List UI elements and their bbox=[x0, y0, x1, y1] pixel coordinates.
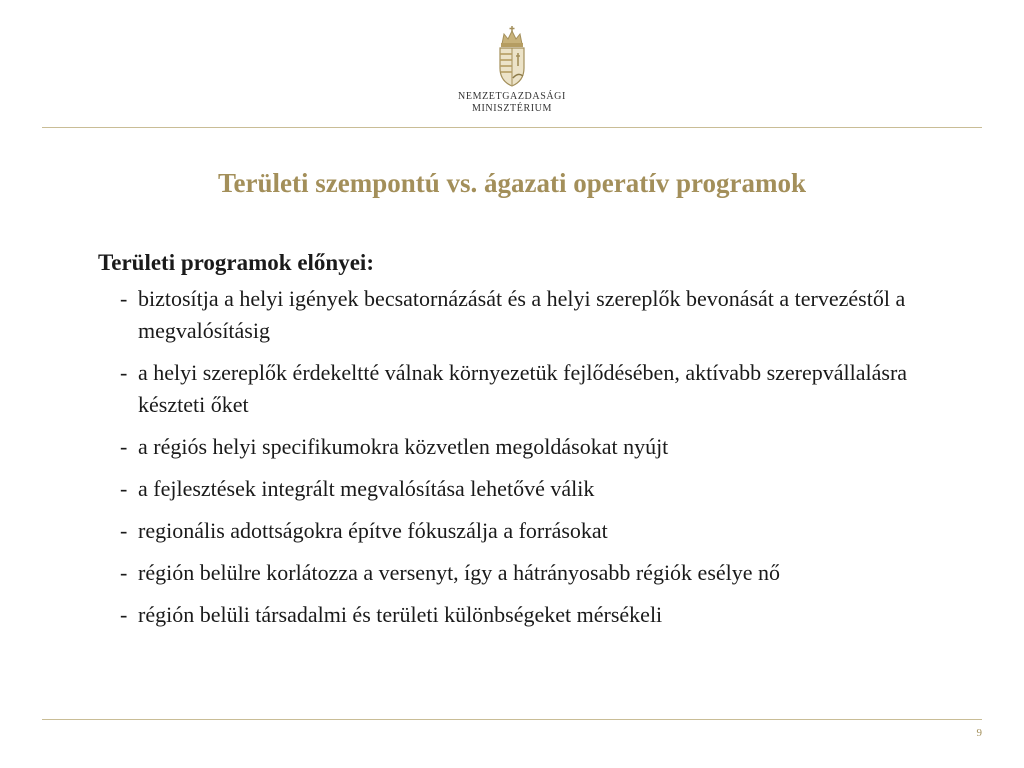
page-number: 9 bbox=[976, 727, 982, 739]
list-item-text: biztosítja a helyi igények becsatornázását és a helyi szereplők bevonását a tervezéstől a megvalósításig bbox=[138, 286, 906, 343]
slide-content bbox=[98, 247, 938, 641]
list-item-text: a fejlesztések integrált megvalósítása lehetővé válik bbox=[138, 476, 595, 501]
list-item-text: régión belüli társadalmi és területi különbségeket mérsékeli bbox=[138, 602, 663, 627]
list-item bbox=[98, 599, 938, 631]
bullet-marker: - bbox=[120, 286, 128, 311]
list-item bbox=[98, 557, 938, 589]
ministry-name bbox=[0, 91, 1024, 115]
footer-divider bbox=[42, 719, 982, 720]
ministry-name-line1: NEMZETGAZDASÁGI bbox=[458, 91, 566, 102]
section-heading: Területi programok előnyei: bbox=[98, 250, 374, 275]
hungarian-coat-of-arms-icon bbox=[494, 26, 530, 88]
list-item bbox=[98, 283, 938, 347]
list-item-text: a helyi szereplők érdekeltté válnak környezetük fejlődésében, aktívabb szerepvállalásra készteti őket bbox=[138, 360, 908, 417]
header-divider bbox=[42, 127, 982, 128]
list-item bbox=[98, 431, 938, 463]
list-item bbox=[98, 357, 938, 421]
bullet-marker: - bbox=[120, 602, 128, 627]
list-item bbox=[98, 473, 938, 505]
slide-title: Területi szempontú vs. ágazati operatív programok bbox=[218, 168, 806, 198]
bullet-marker: - bbox=[120, 476, 128, 501]
bullet-marker: - bbox=[120, 518, 128, 543]
bullet-marker: - bbox=[120, 434, 128, 459]
list-item-text: régión belülre korlátozza a versenyt, így a hátrányosabb régiók esélye nő bbox=[138, 560, 781, 585]
list-item bbox=[98, 515, 938, 547]
advantages-list bbox=[98, 283, 938, 631]
ministry-logo bbox=[0, 26, 1024, 115]
bullet-marker: - bbox=[120, 360, 128, 385]
bullet-marker: - bbox=[120, 560, 128, 585]
list-item-text: regionális adottságokra építve fókuszálja a forrásokat bbox=[138, 518, 608, 543]
list-item-text: a régiós helyi specifikumokra közvetlen megoldásokat nyújt bbox=[138, 434, 669, 459]
ministry-name-line2: MINISZTÉRIUM bbox=[472, 103, 552, 114]
